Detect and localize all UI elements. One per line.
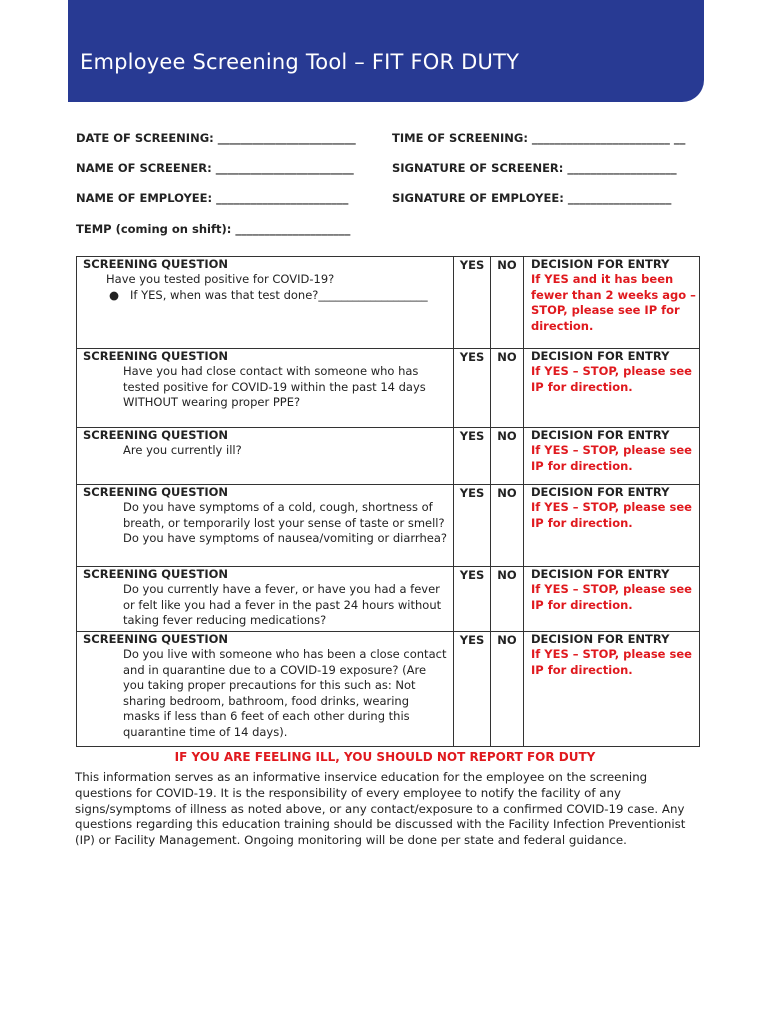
question-header: SCREENING QUESTION xyxy=(83,485,229,499)
question-header: SCREENING QUESTION xyxy=(83,567,229,581)
decision-header: DECISION FOR ENTRY xyxy=(531,632,670,646)
temp-field[interactable]: TEMP (coming on shift): ____________________ xyxy=(76,222,351,236)
decision-text: If YES – STOP, please see IP for direction. xyxy=(531,582,692,612)
decision-header: DECISION FOR ENTRY xyxy=(531,485,670,499)
no-cell[interactable]: NO xyxy=(491,485,524,567)
table-row xyxy=(77,567,700,632)
yes-cell[interactable]: YES xyxy=(454,428,491,485)
question-cell xyxy=(77,349,454,428)
table-row xyxy=(77,349,700,428)
decision-cell xyxy=(524,257,700,349)
decision-text: If YES – STOP, please see IP for direction. xyxy=(531,647,692,677)
question-cell xyxy=(77,632,454,747)
question-header: SCREENING QUESTION xyxy=(83,428,229,442)
yes-cell[interactable]: YES xyxy=(454,257,491,349)
question-header: SCREENING QUESTION xyxy=(83,349,229,363)
question-text: Do you have symptoms of a cold, cough, shortness of breath, or temporarily lost your sense of taste or smell? Do you have symptoms of nausea/vomiting or diarrhea? xyxy=(123,500,447,545)
name-of-screener-field[interactable]: NAME OF SCREENER: ________________________ xyxy=(76,161,354,175)
question-text: Have you tested positive for COVID-19? xyxy=(106,272,335,286)
yes-cell[interactable]: YES xyxy=(454,349,491,428)
decision-cell xyxy=(524,428,700,485)
decision-header: DECISION FOR ENTRY xyxy=(531,257,670,271)
table-row xyxy=(77,257,700,349)
no-cell[interactable]: NO xyxy=(491,257,524,349)
decision-text: If YES – STOP, please see IP for direction. xyxy=(531,443,692,473)
decision-text: If YES – STOP, please see IP for direction. xyxy=(531,364,692,394)
no-cell[interactable]: NO xyxy=(491,632,524,747)
time-of-screening-field[interactable]: TIME OF SCREENING: ________________________ __ xyxy=(392,131,686,145)
yes-cell[interactable]: YES xyxy=(454,567,491,632)
bullet-text: If YES, when was that test done?___________________ xyxy=(130,287,428,302)
table-row xyxy=(77,485,700,567)
decision-header: DECISION FOR ENTRY xyxy=(531,428,670,442)
question-cell xyxy=(77,257,454,349)
decision-cell xyxy=(524,485,700,567)
bullet-item xyxy=(83,288,449,304)
name-of-employee-field[interactable]: NAME OF EMPLOYEE: _______________________ xyxy=(76,191,349,205)
bullet-icon: ● xyxy=(109,287,131,302)
no-cell[interactable]: NO xyxy=(491,428,524,485)
table-row xyxy=(77,632,700,747)
signature-of-employee-field[interactable]: SIGNATURE OF EMPLOYEE: __________________ xyxy=(392,191,672,205)
date-of-screening-field[interactable]: DATE OF SCREENING: ________________________ xyxy=(76,131,356,145)
decision-cell xyxy=(524,349,700,428)
screening-table xyxy=(76,256,700,747)
question-cell xyxy=(77,485,454,567)
signature-of-screener-field[interactable]: SIGNATURE OF SCREENER: ___________________ xyxy=(392,161,677,175)
question-text: Have you had close contact with someone who has tested positive for COVID-19 within the past 14 days WITHOUT wearing proper PPE? xyxy=(123,364,426,409)
question-header: SCREENING QUESTION xyxy=(83,632,229,646)
yes-cell[interactable]: YES xyxy=(454,485,491,567)
no-cell[interactable]: NO xyxy=(491,567,524,632)
warning-notice: IF YOU ARE FEELING ILL, YOU SHOULD NOT REPORT FOR DUTY xyxy=(174,750,596,764)
decision-header: DECISION FOR ENTRY xyxy=(531,567,670,581)
decision-header: DECISION FOR ENTRY xyxy=(531,349,670,363)
yes-cell[interactable]: YES xyxy=(454,632,491,747)
question-cell xyxy=(77,567,454,632)
decision-text: If YES and it has been fewer than 2 weeks ago – STOP, please see IP for direction. xyxy=(531,272,696,333)
table-row xyxy=(77,428,700,485)
no-cell[interactable]: NO xyxy=(491,349,524,428)
question-text: Are you currently ill? xyxy=(123,443,242,457)
question-text: Do you currently have a fever, or have you had a fever or felt like you had a fever in the past 24 hours without taking fever reducing medications? xyxy=(123,582,442,627)
decision-cell xyxy=(524,567,700,632)
info-paragraph: This information serves as an informative inservice education for the employee on the screening questions for COVID-19. It is the responsibility of every employee to notify the facility of any signs/symptoms of illness as noted above, or any contact/exposure to a confirmed COVID-19 case. Any questions regarding this education training should be discussed with the Facility Infection Preventionist (IP) or Facility Management. Ongoing monitoring will be done per state and federal guidance. xyxy=(75,770,686,848)
question-text: Do you live with someone who has been a close contact and in quarantine due to a COVID-19 exposure? (Are you taking proper precautions for this such as: Not sharing bedroom, bathroom, food drinks, wearing masks if less than 6 feet of each other during this quarantine time of 14 days). xyxy=(123,647,447,739)
decision-text: If YES – STOP, please see IP for direction. xyxy=(531,500,692,530)
question-cell xyxy=(77,428,454,485)
question-header: SCREENING QUESTION xyxy=(83,257,229,271)
header-banner xyxy=(68,0,704,102)
decision-cell xyxy=(524,632,700,747)
page-title: Employee Screening Tool – FIT FOR DUTY xyxy=(80,50,520,74)
